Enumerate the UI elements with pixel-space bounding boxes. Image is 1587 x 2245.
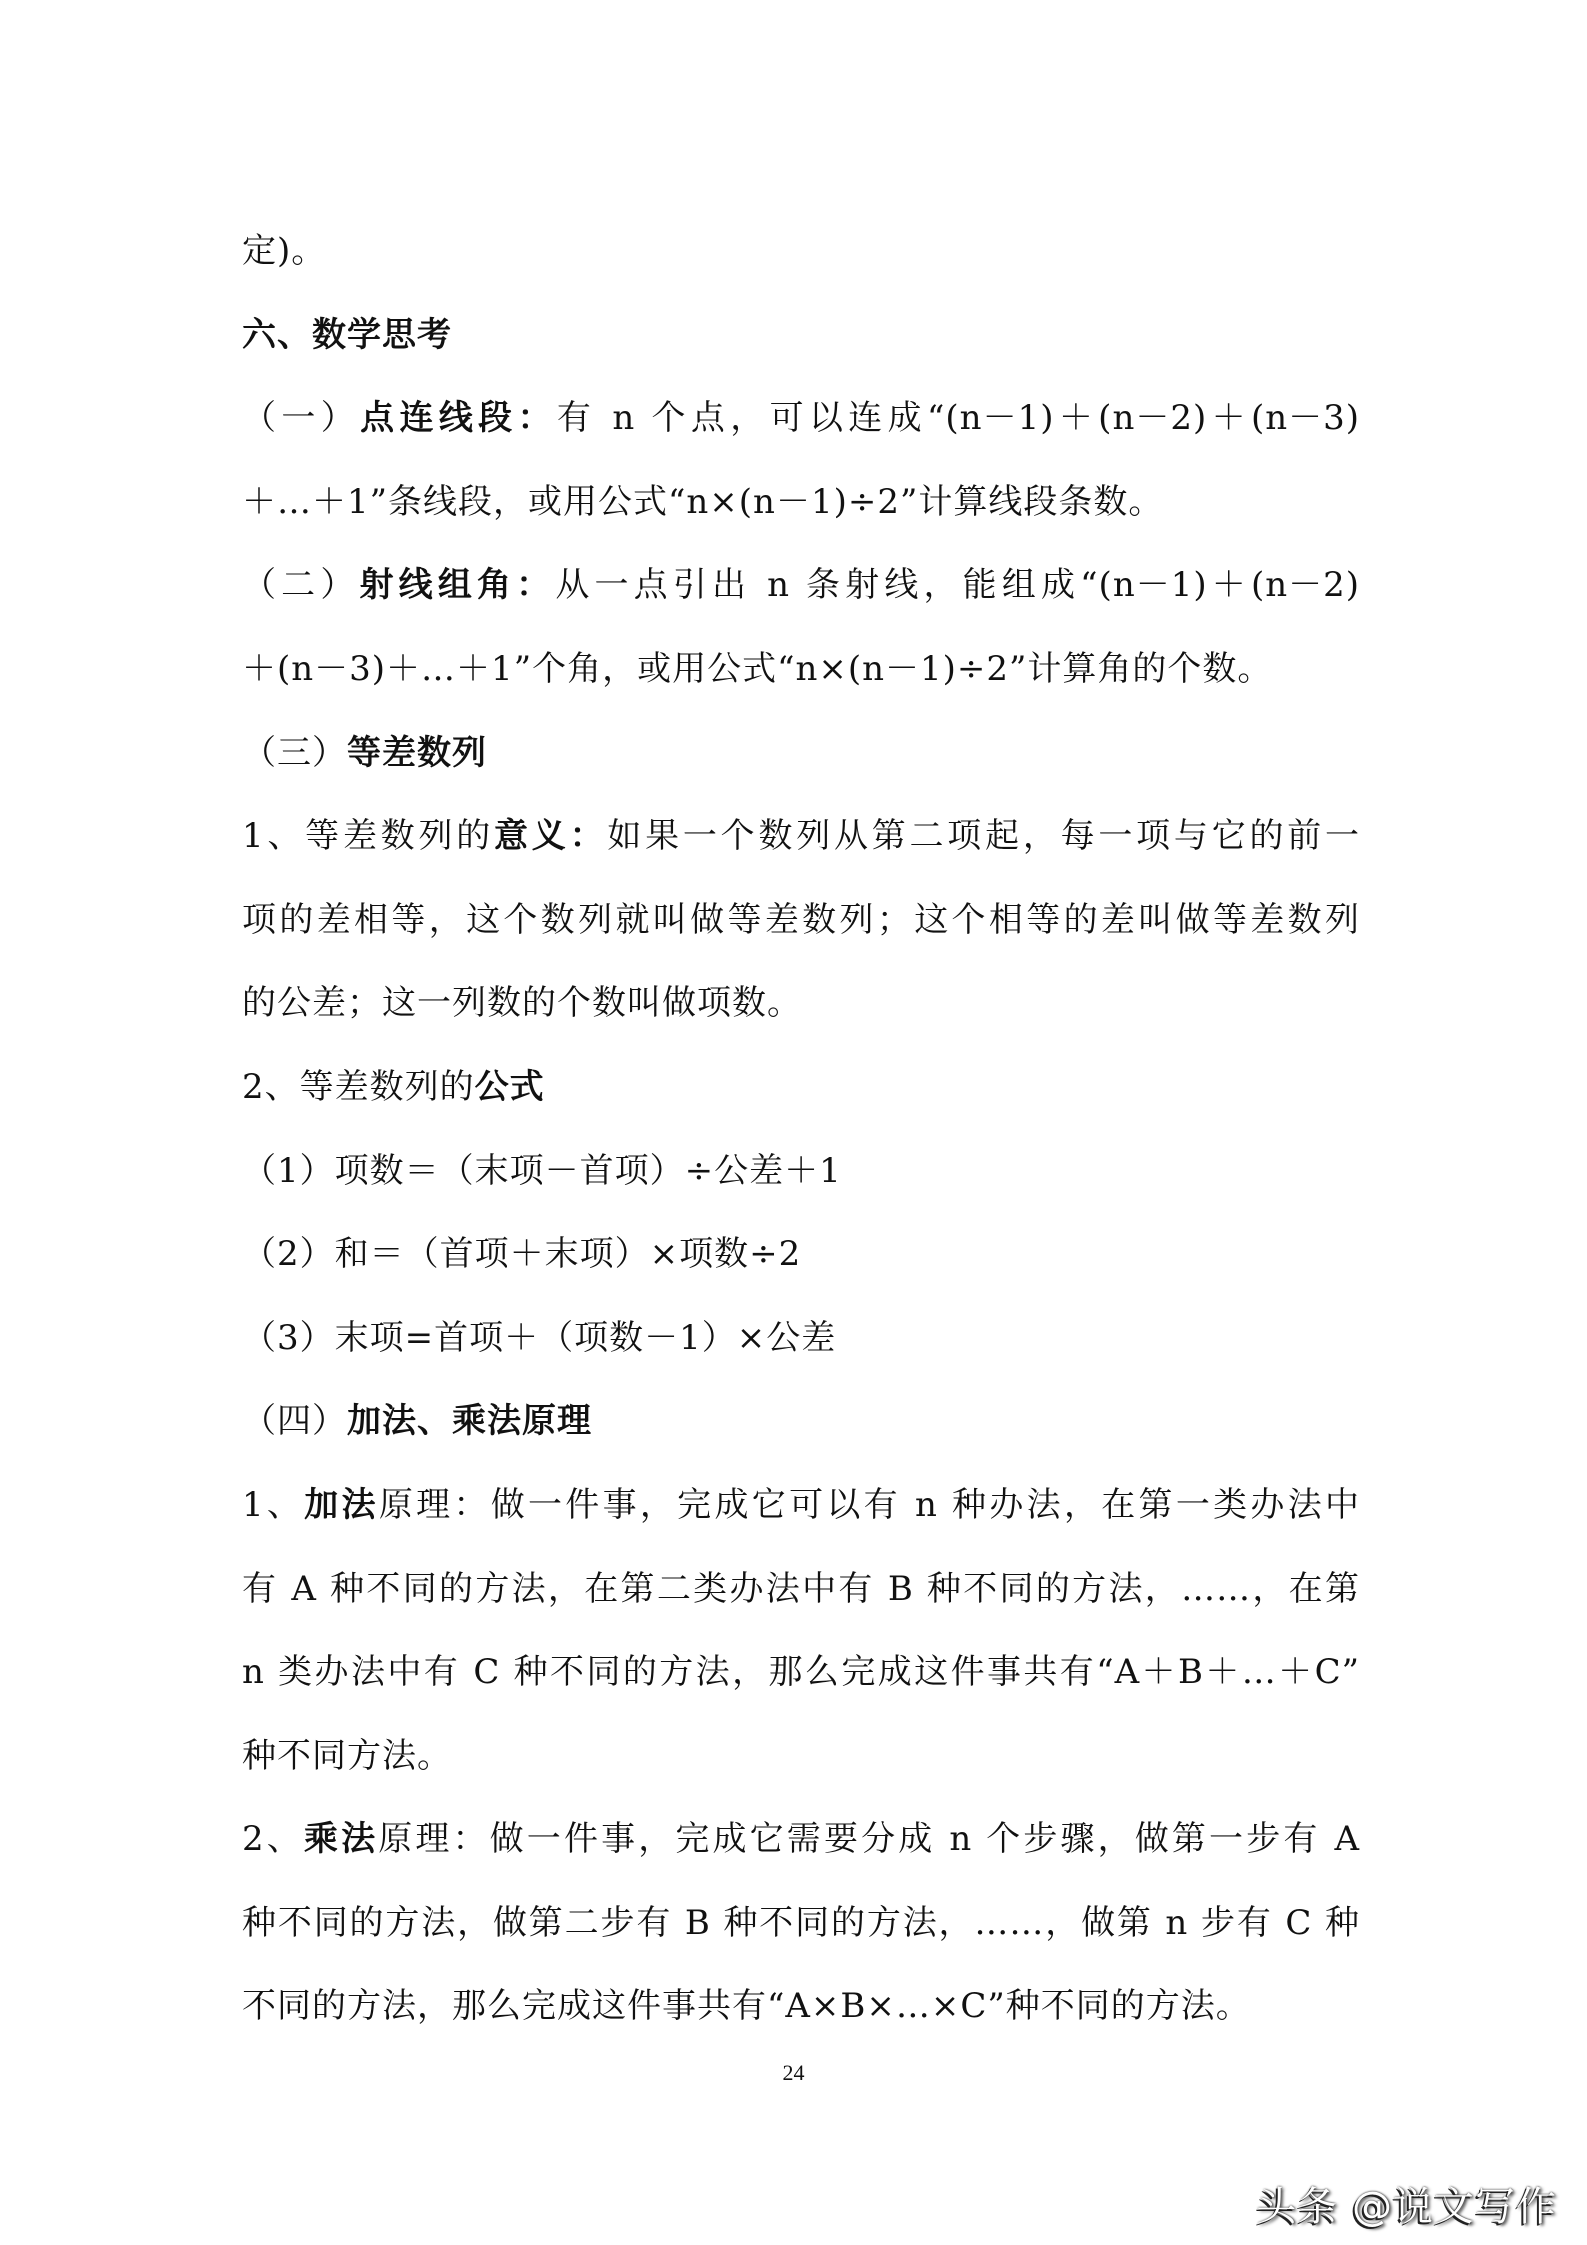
subsection-heading: （四）加法、乘法原理 bbox=[242, 1401, 592, 1442]
text-line: 种不同的方法，做第二步有 B 种不同的方法，……，做第 n 步有 C 种 bbox=[242, 1902, 1360, 1943]
text-line: 定)。 bbox=[242, 231, 327, 271]
text-line: 2、等差数列的公式 bbox=[242, 1066, 545, 1107]
text-line: n 类办法中有 C 种不同的方法，那么完成这件事共有“A＋B＋…＋C” bbox=[242, 1652, 1360, 1693]
text-line: 不同的方法，那么完成这件事共有“A×B×…×C”种不同的方法。 bbox=[242, 1986, 1251, 2027]
text-line: （一）点连线段：有 n 个点，可以连成“(n－1)＋(n－2)＋(n－3) bbox=[242, 398, 1361, 439]
page-number: 24 bbox=[782, 2060, 805, 2085]
text-line: 有 A 种不同的方法，在第二类办法中有 B 种不同的方法，……，在第 bbox=[242, 1568, 1360, 1609]
text-line: 的公差；这一列数的个数叫做项数。 bbox=[242, 983, 802, 1024]
text-line: 种不同方法。 bbox=[242, 1735, 452, 1776]
subsection-heading: （三）等差数列 bbox=[242, 732, 487, 773]
text-line: ＋…＋1”条线段，或用公式“n×(n－1)÷2”计算线段条数。 bbox=[242, 481, 1164, 522]
text-line: （二）射线组角：从一点引出 n 条射线，能组成“(n－1)＋(n－2) bbox=[242, 565, 1361, 606]
formula-line: （1）项数＝（末项－首项）÷公差＋1 bbox=[242, 1150, 842, 1191]
watermark: 头条 @说文写作 bbox=[1256, 2184, 1557, 2230]
section-heading: 六、数学思考 bbox=[242, 314, 452, 355]
text-line: ＋(n－3)＋…＋1”个角，或用公式“n×(n－1)÷2”计算角的个数。 bbox=[242, 648, 1273, 689]
formula-line: （3）末项=首项＋（项数－1）×公差 bbox=[242, 1317, 837, 1358]
document-page bbox=[242, 210, 1360, 2049]
formula-line: （2）和＝（首项＋末项）×项数÷2 bbox=[242, 1234, 802, 1275]
text-line: 2、乘法原理：做一件事，完成它需要分成 n 个步骤，做第一步有 A bbox=[242, 1819, 1360, 1860]
text-line: 1、等差数列的意义：如果一个数列从第二项起，每一项与它的前一 bbox=[242, 816, 1361, 857]
text-line: 1、加法原理：做一件事，完成它可以有 n 种办法，在第一类办法中 bbox=[242, 1484, 1361, 1525]
text-line: 项的差相等，这个数列就叫做等差数列；这个相等的差叫做等差数列 bbox=[242, 899, 1360, 940]
